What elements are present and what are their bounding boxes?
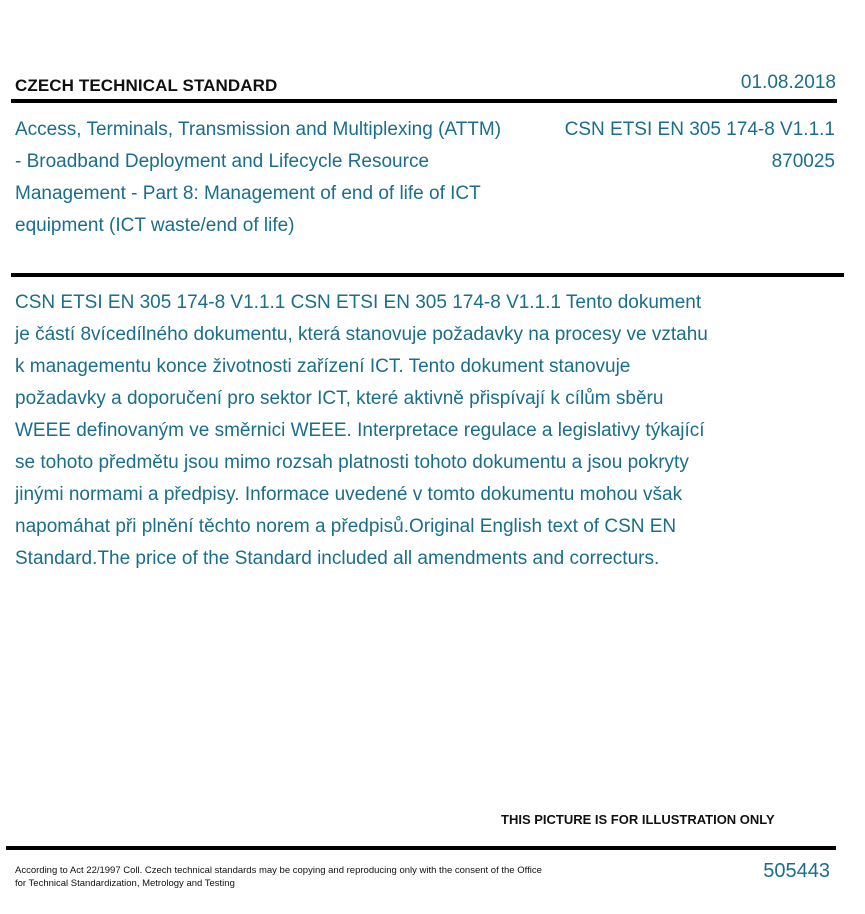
- standard-title: Access, Terminals, Transmission and Multiplexing (ATTM) - Broadband Deployment and Lifecycle Resource Management - Part 8: Management of end of life of ICT equipment (ICT waste/end of life): [15, 119, 502, 236]
- document-type-label: CZECH TECHNICAL STANDARD: [15, 76, 278, 95]
- illustration-notice: THIS PICTURE IS FOR ILLUSTRATION ONLY: [501, 812, 775, 827]
- legal-notice-line-1: According to Act 22/1997 Coll. Czech technical standards may be copying and reproducing only with the consent of the Office: [15, 865, 542, 876]
- document-number: 505443: [763, 860, 830, 882]
- bottom-divider: [6, 846, 836, 850]
- middle-divider: [11, 273, 844, 277]
- standard-description: CSN ETSI EN 305 174-8 V1.1.1 CSN ETSI EN 305 174-8 V1.1.1 Tento dokument je částí 8vícedílného dokumentu, která stanovuje požadavky na procesy ve vztahu k managementu konce životnosti zařízení ICT. Tento dokument stanovuje požadavky a doporučení pro sektor ICT, které aktivně přispívají k cílům sběru WEEE definovaným ve směrnici WEEE. Interpretace regulace a legislativy týkající se tohoto předmětu jsou mimo rozsah platnosti tohoto dokumentu a jsou pokryty jinými normami a předpisy. Informace uvedené v tomto dokumentu mohou však napomáhat při plnění těchto norem a předpisů.Original English text of CSN EN Standard.The price of the Standard included all amendments and correcturs.: [15, 292, 708, 569]
- publication-date: 01.08.2018: [740, 72, 836, 93]
- legal-notice-line-2: for Technical Standardization, Metrology and Testing: [15, 878, 235, 889]
- top-divider: [11, 99, 837, 103]
- standard-designation: CSN ETSI EN 305 174-8 V1.1.1: [564, 119, 835, 140]
- standard-identifier: [565, 114, 835, 178]
- legal-notice: [15, 864, 585, 890]
- catalog-number: 870025: [771, 151, 835, 172]
